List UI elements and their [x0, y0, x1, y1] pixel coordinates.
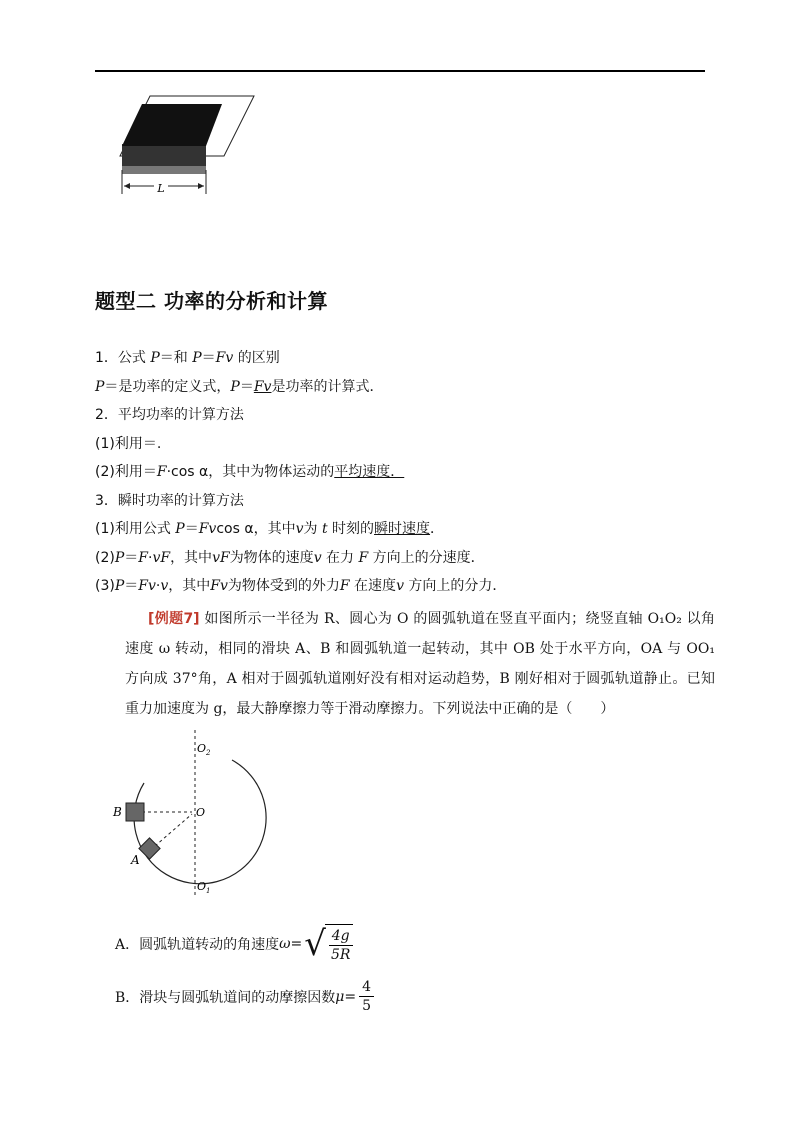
text-line-1: 1．公式 P＝和 P＝Fv 的区别	[95, 350, 280, 366]
text-line-9: (3)P＝Fv·v，其中Fv为物体受到的外力F 在速度v 方向上的分力．	[95, 578, 507, 594]
slider-a	[139, 838, 160, 859]
label-a: A	[131, 853, 140, 867]
text-line-7: (1)利用公式 P＝Fvcos α，其中v为 t 时刻的瞬时速度．	[95, 521, 445, 537]
label-o2: $O_2$	[197, 742, 211, 757]
header-rule	[95, 70, 705, 72]
slider-b	[126, 803, 144, 821]
block-figure	[112, 94, 262, 198]
oa-line	[155, 814, 192, 846]
text-line-2: P＝是功率的定义式，P＝Fv是功率的计算式．	[95, 379, 384, 395]
example-tag: [例题7]	[148, 611, 200, 627]
track-figure	[110, 728, 270, 898]
block-top	[122, 104, 222, 146]
label-o1: $O_1$	[197, 880, 211, 895]
block-side	[122, 144, 206, 168]
label-b: B	[113, 805, 122, 819]
example-text: 如图所示一半径为 R、圆心为 O 的圆弧轨道在竖直平面内；绕竖直轴 O₁O₂ 以角速度 ω 转动，相同的滑块 A、B 和圆弧轨道一起转动，其中 OB 处于水平方向，OA 与 OO₁ 方向成 37°角，A 相对于圆弧轨道刚好没有相对运动趋势，B 刚好相对于圆弧轨道静止。已知重力加速度为 g，最大静摩擦力等于滑动摩擦力。下列说法中正确的是（ ）	[125, 611, 716, 717]
length-label: L	[157, 182, 165, 195]
text-line-3: 2．平均功率的计算方法	[95, 407, 244, 423]
block-base	[122, 166, 206, 174]
sqrt-sign: √ $\frac{4g}{5R}$	[304, 924, 353, 964]
text-line-5: (2)利用＝F·cos α，其中为物体运动的平均速度．	[95, 464, 405, 480]
text-line-8: (2)P＝F·vF，其中vF为物体的速度v 在力 F 方向上的分速度．	[95, 550, 485, 566]
fraction: $\frac{4}{5}$	[359, 978, 374, 1015]
section-heading: 题型二 功率的分析和计算	[95, 289, 328, 313]
label-o: O	[196, 806, 206, 819]
option-b[interactable]: B．滑块与圆弧轨道间的动摩擦因数 μ = $\frac{4}{5}$	[115, 978, 374, 1015]
circular-track	[134, 760, 266, 884]
text-line-4: (1)利用＝.	[95, 436, 162, 452]
text-line-6: 3．瞬时功率的计算方法	[95, 493, 244, 509]
example-7	[125, 604, 715, 724]
option-a[interactable]: A．圆弧轨道转动的角速度 ω = √ $\frac{4g}{5R}$	[115, 924, 353, 964]
